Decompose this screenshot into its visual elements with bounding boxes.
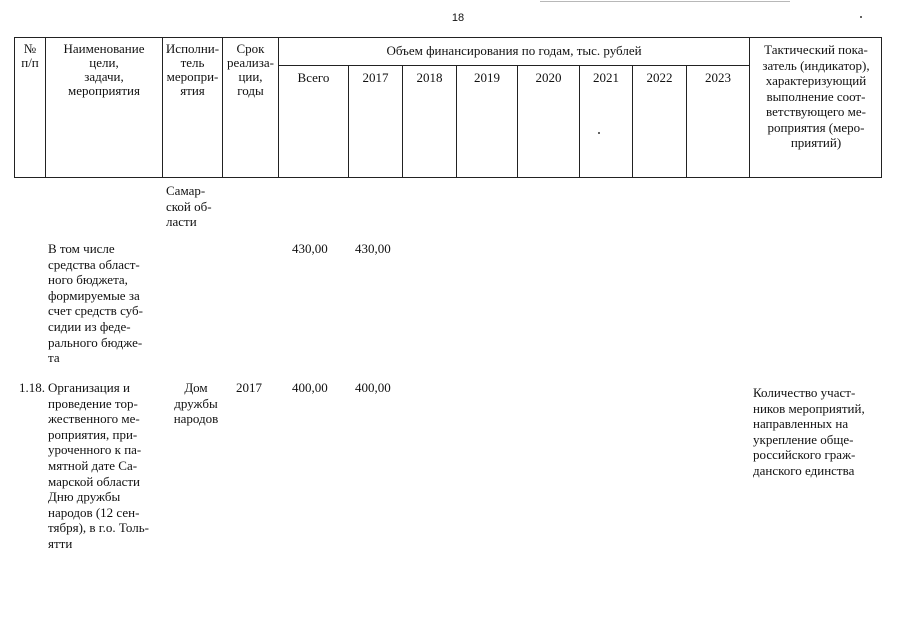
row-1-18-term: 2017 [236,380,262,395]
scan-artifact-line [540,1,790,2]
row-1-18-indicator: Количество участ- ников мероприятий, направленных на укрепление обще- российского граж- данского единства [753,385,865,478]
header-executor: Исполни- тель меропри- ятия [165,41,220,98]
header-total: Всего [297,70,330,85]
header-year-2020: 2020 [535,70,562,85]
page-number: 18 [451,12,465,24]
row-subsidy-2017: 430,00 [355,241,391,256]
row-1-18-executor: Дом дружбы народов [173,380,219,427]
header-indicator: Тактический пока- затель (индикатор), характеризующий выполнение соот- ветствующего ме- роприятия (меро- приятий) [762,42,870,150]
row-1-18-2017: 400,00 [355,380,391,395]
header-year-2022: 2022 [646,70,673,85]
row-subsidy-total: 430,00 [292,241,328,256]
header-year-2017: 2017 [362,70,389,85]
row-1-18-number: 1.18. [19,380,45,395]
header-year-2023: 2023 [705,70,731,85]
header-year-2019: 2019 [474,70,500,85]
header-year-2018: 2018 [416,70,443,85]
row-1-18-total: 400,00 [292,380,328,395]
header-funding-group: Объем финансирования по годам, тыс. рублей [386,43,642,58]
row-subsidy-name: В том числе средства област- ного бюджета, формируемые за счет средств суб- сидии из феде- рального бюдже- та [48,241,143,366]
row-1-18-name: Организация и проведение тор- жественного ме- роприятия, при- уроченного к па- мятной дате Са- марской области Дню дружбы народов (12 сен- тября), в г.о. Толь- ятти [48,380,149,551]
header-name: Наименование цели, задачи, мероприятия [63,41,145,98]
header-term: Срок реализа- ции, годы [227,41,274,98]
header-num: № п/п [21,41,39,70]
row-executor-continuation: Самар- ской об- ласти [166,183,212,230]
header-year-2021: 2021 [593,70,619,85]
table-header [14,37,882,178]
scan-artifact-dot [860,16,862,18]
